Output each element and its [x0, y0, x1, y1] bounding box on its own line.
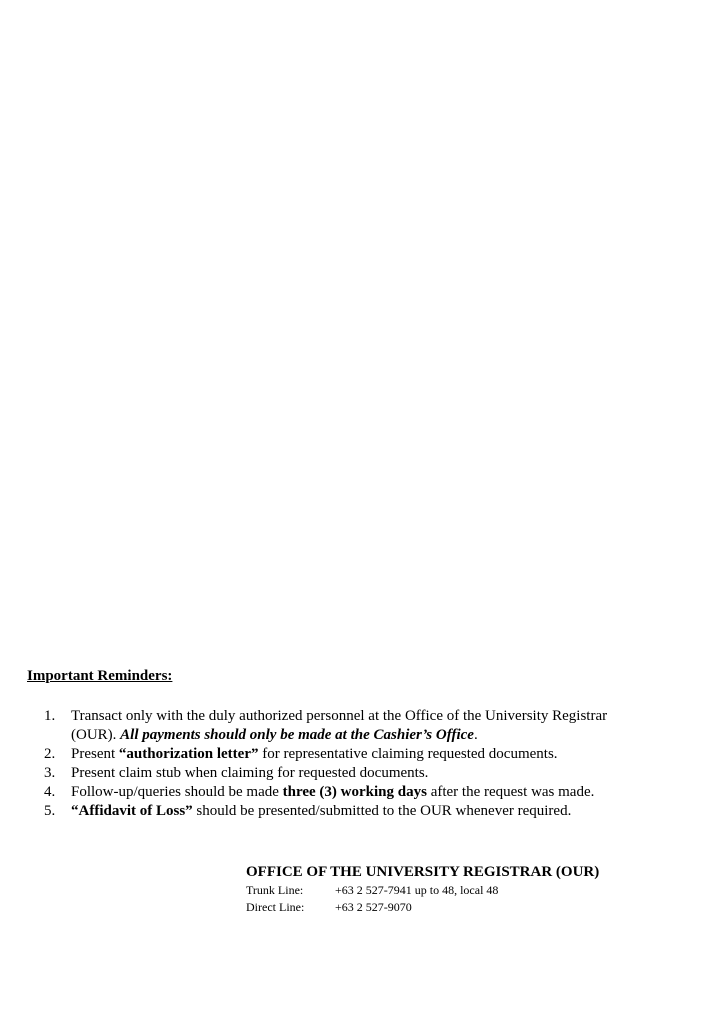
reminder-number: 4.	[44, 784, 56, 800]
trunk-line-label: Trunk Line:	[246, 883, 304, 897]
office-title: OFFICE OF THE UNIVERSITY REGISTRAR (OUR)	[246, 864, 600, 880]
reminder-text-line	[71, 726, 704, 745]
reminder-text: should be presented/submitted to the OUR whenever required.	[192, 803, 572, 819]
reminder-item-2	[44, 745, 704, 764]
reminder-item-5	[44, 802, 704, 821]
working-days-emphasis: three (3) working days	[282, 784, 427, 800]
reminder-item-1	[44, 707, 704, 745]
important-reminders-heading: Important Reminders:	[27, 668, 173, 684]
authorization-letter-emphasis: “authorization letter”	[118, 746, 259, 762]
direct-line-value: +63 2 527-9070	[335, 900, 412, 914]
reminder-number: 5.	[44, 803, 56, 819]
reminder-text: Present	[71, 746, 119, 762]
direct-line-row	[246, 899, 686, 916]
reminder-text-line: Transact only with the duly authorized personnel at the Office of the University Registrar	[71, 708, 608, 724]
reminder-text: Present claim stub when claiming for requested documents.	[71, 765, 429, 781]
reminder-number: 3.	[44, 765, 56, 781]
reminder-item-3	[44, 764, 704, 783]
reminder-number: 2.	[44, 746, 56, 762]
reminder-text: .	[473, 727, 478, 743]
affidavit-emphasis: “Affidavit of Loss”	[71, 803, 193, 819]
reminder-number: 1.	[44, 708, 56, 724]
reminder-text: Follow-up/queries should be made	[71, 784, 283, 800]
reminder-text: after the request was made.	[426, 784, 595, 800]
reminder-item-4	[44, 783, 704, 802]
direct-line-label: Direct Line:	[246, 900, 305, 914]
trunk-line-row	[246, 882, 686, 899]
trunk-line-value: +63 2 527-7941 up to 48, local 48	[335, 883, 499, 897]
reminder-text: for representative claiming requested documents.	[258, 746, 558, 762]
reminder-text: (OUR).	[71, 727, 121, 743]
reminders-list	[44, 707, 704, 821]
office-contact-block	[246, 863, 686, 916]
payments-emphasis: All payments should only be made at the Cashier’s Office	[120, 727, 474, 743]
